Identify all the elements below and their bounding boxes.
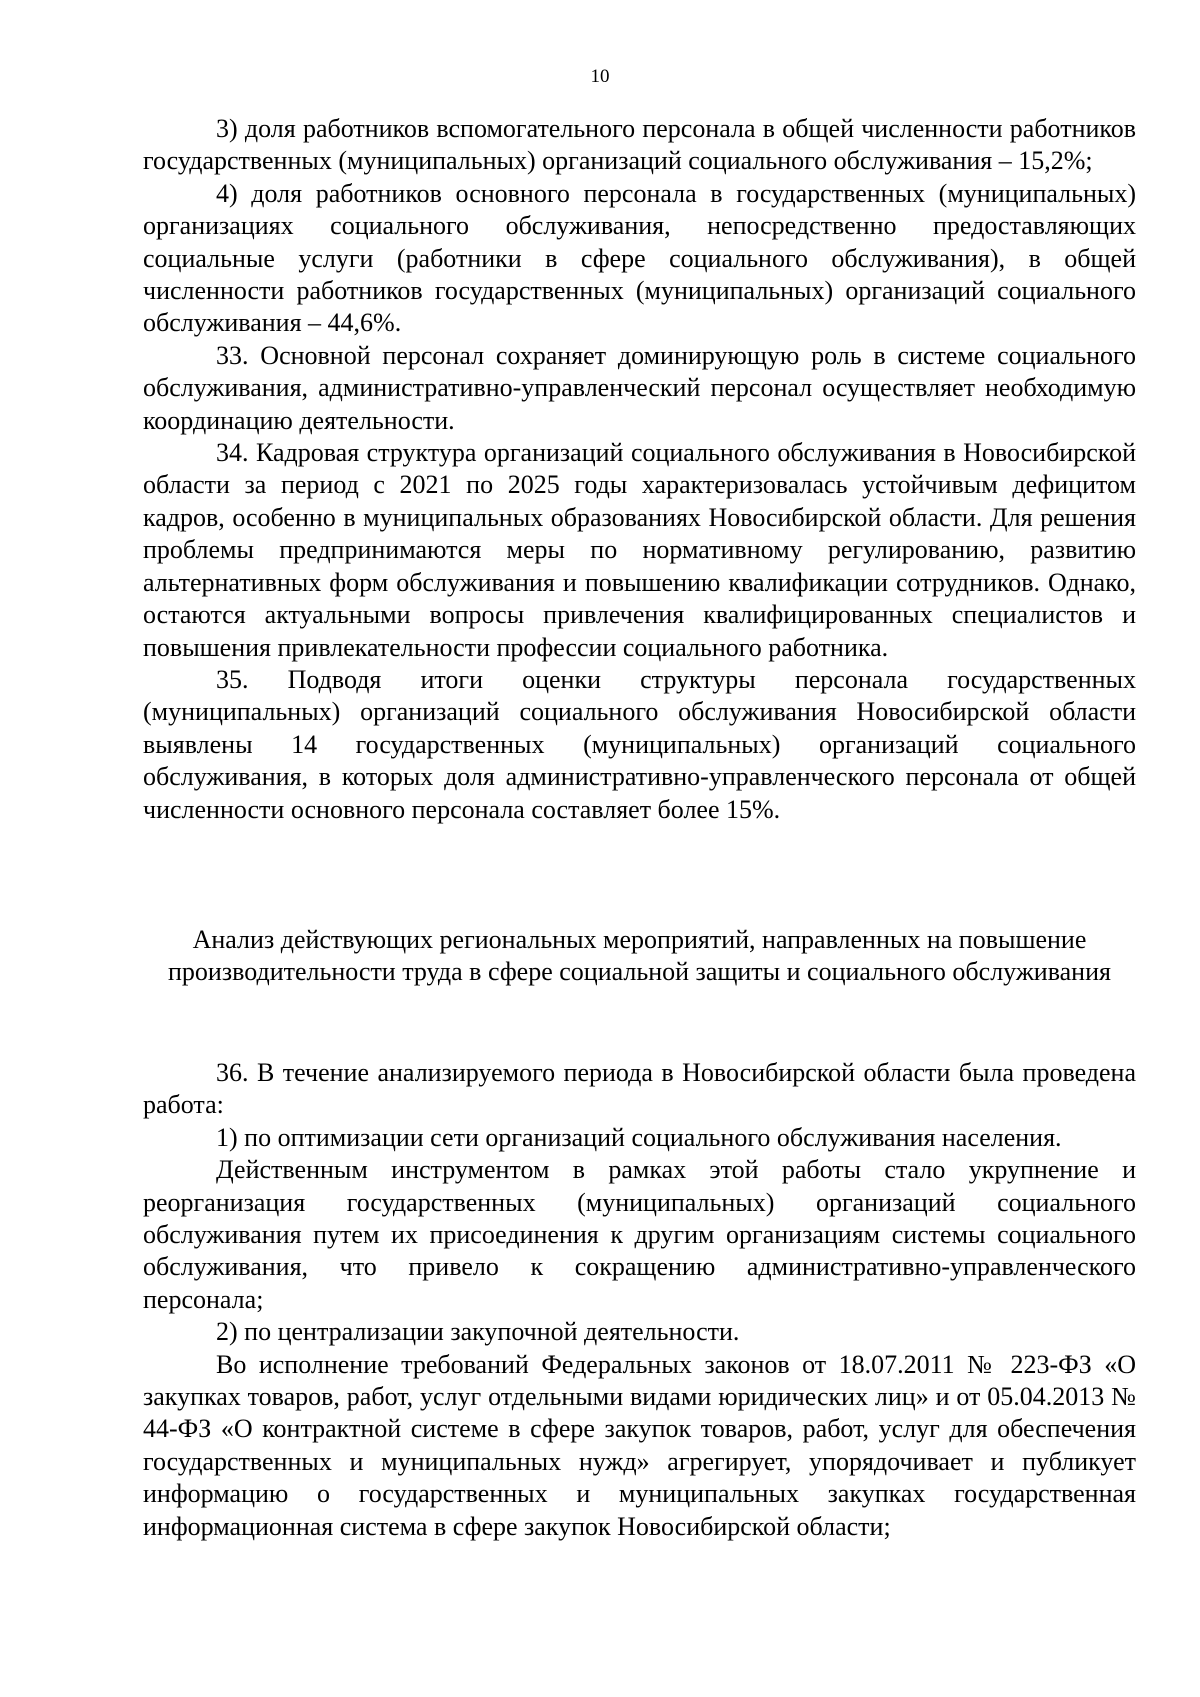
paragraph-34: 34. Кадровая структура организаций социального обслуживания в Новосибирской области за период с 2021 по 2025 годы характеризовалась устойчивым дефицитом кадров, особенно в муниципальных образованиях Новосибирской области. Для решения проблемы предпринимаются меры по нормативному регулированию, развитию альтернативных форм обслуживания и повышению квалификации сотрудников. Однако, остаются актуальными вопросы привлечения квалифицированных специалистов и повышения привлекательности профессии социального работника. <box>143 438 1136 662</box>
paragraph-item-4-core-staff: 4) доля работников основного персонала в государственных (муниципальных) организациях социального обслуживания, непосредственно предоставляющих социальные услуги (работники в сфере социального обслуживания), в общей численности работников государственных (муниципальных) организаций социального обслуживания – 44,6%. <box>143 178 1136 338</box>
paragraph-35: 35. Подводя итоги оценки структуры персонала государственных (муниципальных) организаций социального обслуживания Новосибирской области выявлены 14 государственных (муниципальных) организаций социального обслуживания, в которых доля административно-управленческого персонала от общей численности основного персонала составляет более 15%. <box>143 664 1136 824</box>
section-heading: Анализ действующих региональных мероприятий, направленных на повышение производительности труда в сфере социальной защиты и социального обслуживания <box>168 925 1111 987</box>
paragraph-federal-laws: Во исполнение требований Федеральных законов от 18.07.2011 № 223-ФЗ «О закупках товаров, работ, услуг отдельными видами юридических лиц» и от 05.04.2013 № 44-ФЗ «О контрактной системе в сфере закупок товаров, работ, услуг для обеспечения государственных и муниципальных нужд» агрегирует, упорядочивает и публикует информацию о государственных и муниципальных закупках государственная информационная система в сфере закупок Новосибирской области; <box>143 1349 1136 1541</box>
paragraph-36-item-1: 1) по оптимизации сети организаций социального обслуживания населения. <box>216 1122 1062 1152</box>
paragraph-36-item-2: 2) по централизации закупочной деятельности. <box>216 1317 740 1347</box>
paragraph-36: 36. В течение анализируемого периода в Новосибирской области была проведена работа: <box>143 1058 1136 1120</box>
body-text-upper <box>143 113 1136 826</box>
body-text-lower <box>143 1057 1136 1543</box>
paragraph-item-3-auxiliary-staff: 3) доля работников вспомогательного персонала в общей численности работников государственных (муниципальных) организаций социального обслуживания – 15,2%; <box>143 114 1136 176</box>
paragraph-reorganization: Действенным инструментом в рамках этой работы стало укрупнение и реорганизация государственных (муниципальных) организаций социального обслуживания путем их присоединения к другим организациям системы социального обслуживания, что привело к сокращению административно-управленческого персонала; <box>143 1155 1136 1314</box>
paragraph-33: 33. Основной персонал сохраняет доминирующую роль в системе социального обслуживания, административно-управленческий персонал осуществляет необходимую координацию деятельности. <box>143 340 1136 435</box>
page-number: 10 <box>590 66 610 87</box>
